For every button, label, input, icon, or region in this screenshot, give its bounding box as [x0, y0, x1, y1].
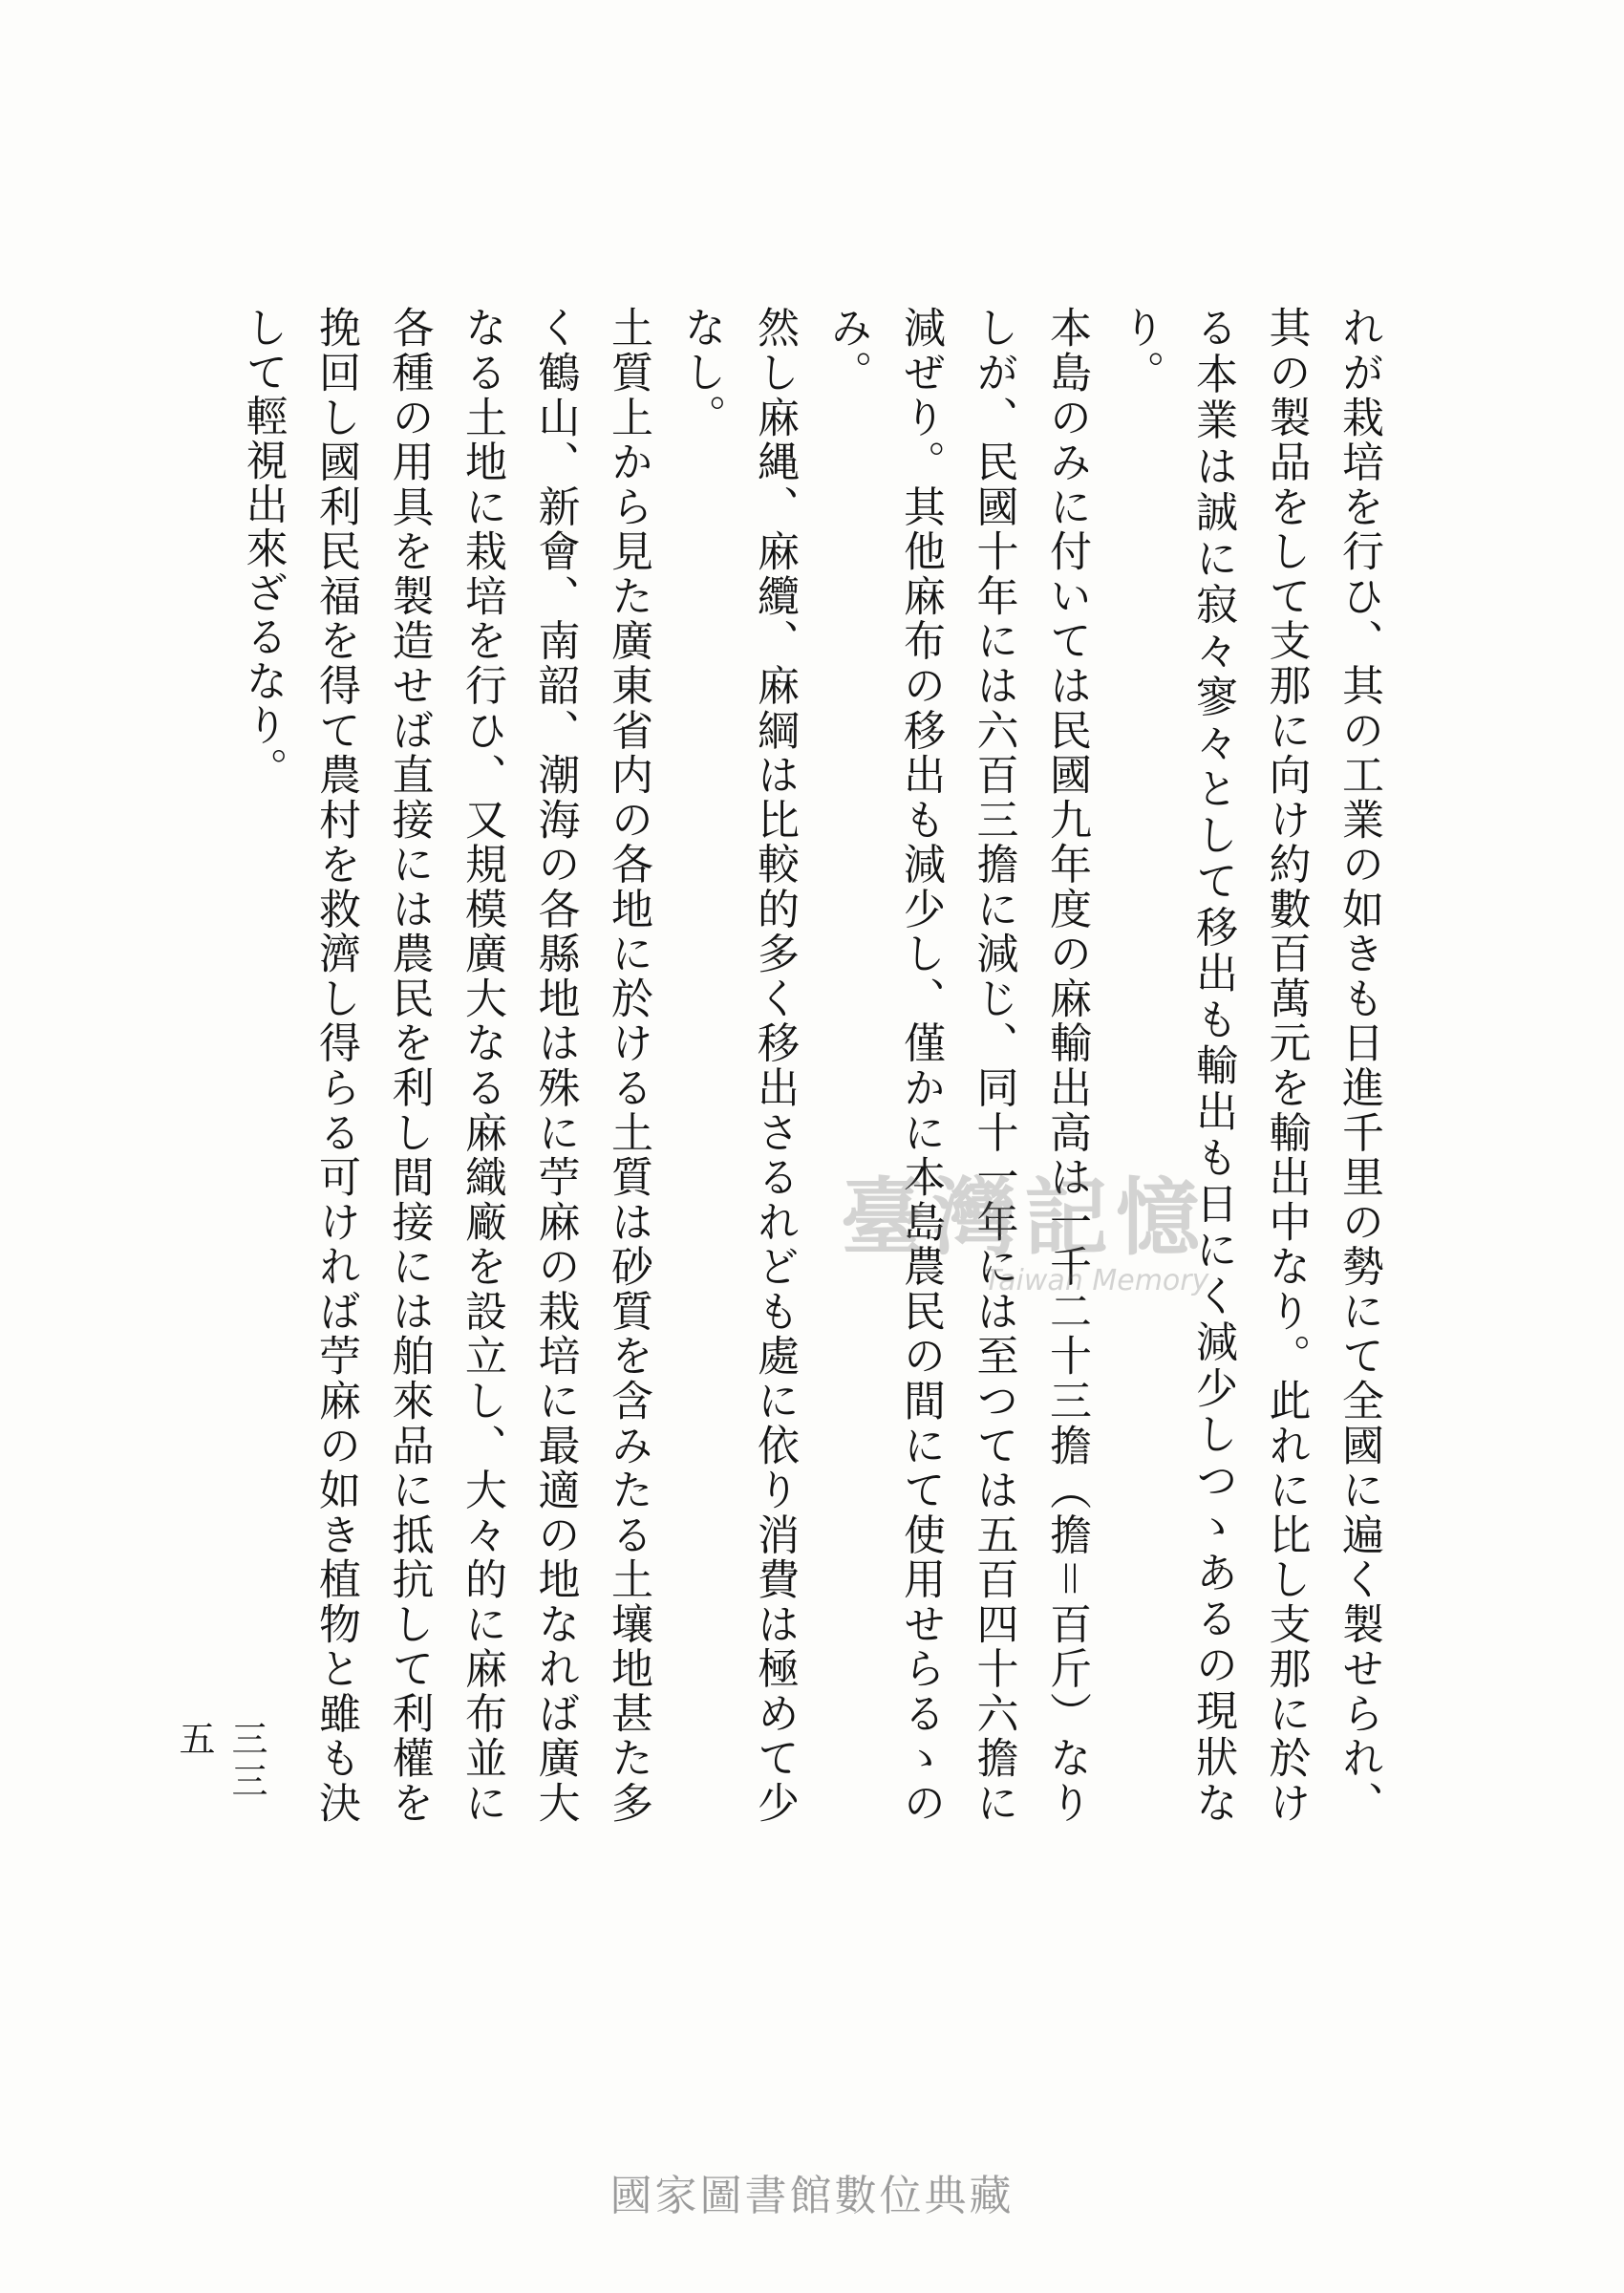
paragraph-4: 土質上から見た廣東省内の各地に於ける土質は砂質を含みたる土壤地甚た多く鶴山、新會、南韶、潮海の各縣地は殊に苧麻の栽培に最適の地なれば廣大なる土地に栽培を行ひ、又規模廣大なる麻織廠を設立し、大々的に麻布並に各種の用具を製造せば直接には農民を利し間接には舶來品に抵抗して利權を挽回し國利民福を得て農村を救濟し得らる可ければ苧麻の如き植物と雖も決して輕視出來ざるなり。 — [238, 306, 652, 1825]
paragraph-3: 然し麻縄、麻纜、麻綱は比較的多く移出さるれども處に依り消費は極めて少なし。 — [676, 306, 799, 1825]
body-text — [220, 306, 1395, 1825]
footer-label: 國家圖書館數位典藏 — [609, 2172, 1015, 2220]
page-number: 三三五 — [173, 1720, 267, 1804]
watermark-sub-text: Taiwan Memory — [984, 1264, 1209, 1297]
watermark-main-text: 臺灣記憶 — [841, 1168, 1208, 1267]
paragraph-5 — [220, 306, 225, 1825]
watermark-logo — [841, 1151, 1290, 1314]
paragraph-2: 本島のみに付いては民國九年度の麻輸出高は一千二十三擔（擔＝百斤）なりしが、民國十年には六百三擔に減じ、同十一年には至つては五百四十六擔に減ぜり。其他麻布の移出も減少し、僅かに本島農民の間にて使用せらるゝのみ。 — [823, 306, 1091, 1825]
paragraph-1: れが栽培を行ひ、其の工業の如きも日進千里の勢にて全國に遍く製せられ、其の製品をして支那に向け約數百萬元を輸出中なり。此れに比し支那に於ける本業は誠に寂々寥々として移出も輸出も日にく減少しつゝあるの現狀なり。 — [1115, 306, 1383, 1825]
